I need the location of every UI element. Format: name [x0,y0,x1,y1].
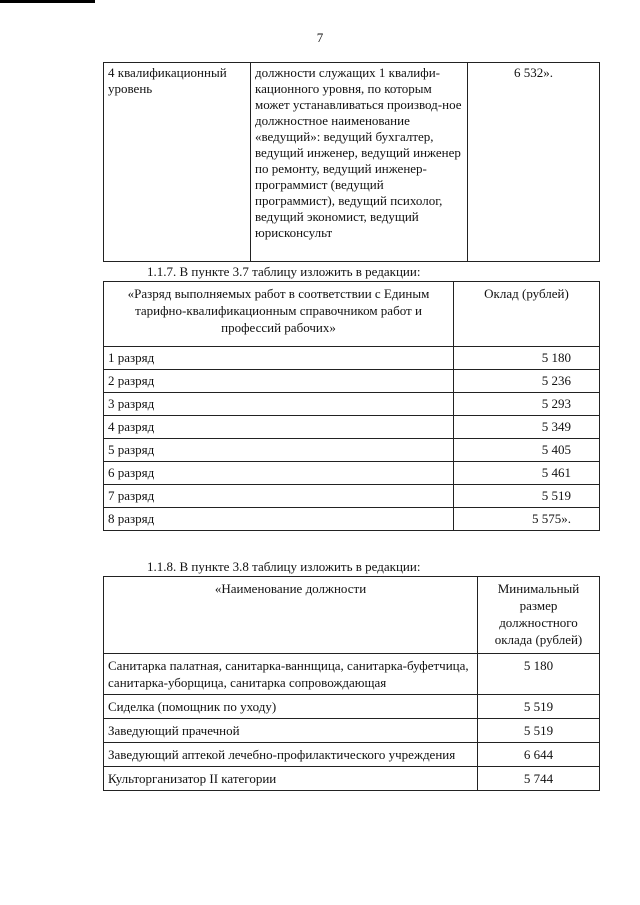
position-cell: Заведующий прачечной [104,719,478,743]
salary-cell: 5 575». [454,508,600,531]
salary-cell: 5 180 [478,654,600,695]
salary-cell: 5 519 [478,719,600,743]
salary-cell: 5 519 [478,695,600,719]
table-row [104,416,600,439]
table-header-row [104,282,600,347]
table-row [104,63,600,262]
salary-cell: 5 461 [454,462,600,485]
page-number: 7 [316,30,324,45]
salary-cell: 5 744 [478,767,600,791]
positions-cell: должности служащих 1 квалифи-кационного уровня, по которым может устанавливаться производ-ное должностное наименование «ведущий»: ведущий бухгалтер, ведущий инженер, ведущий инженер по ремонту, ведущий инженер-программист (ведущий программист), ведущий психолог, ведущий экономист, ведущий юрисконсульт [251,63,468,262]
salary-cell: 5 236 [454,370,600,393]
position-cell: Санитарка палатная, санитарка-ваннщица, санитарка-буфетчица, санитарка-уборщица, санитарка сопровождающая [104,654,478,695]
table-header-row [104,577,600,654]
position-cell: Сиделка (помощник по уходу) [104,695,478,719]
table-row [104,347,600,370]
grade-cell: 2 разряд [104,370,454,393]
salary-cell: 5 293 [454,393,600,416]
qualification-table-fragment [103,62,600,262]
qualification-level-cell: 4 квалификационный уровень [104,63,251,262]
table-row [104,393,600,416]
grade-cell: 1 разряд [104,347,454,370]
position-cell: Культорганизатор II категории [104,767,478,791]
salary-cell: 5 519 [454,485,600,508]
table-row [104,719,600,743]
position-header: «Наименование должности [104,577,478,654]
clause-1-1-7: 1.1.7. В пункте 3.7 таблицу изложить в редакции: [147,264,421,279]
grade-header: «Разряд выполняемых работ в соответствии с Единым тарифно-квалификационным справочником работ и профессий рабочих» [104,282,454,347]
grade-cell: 8 разряд [104,508,454,531]
table-row [104,439,600,462]
position-cell: Заведующий аптекой лечебно-профилактического учреждения [104,743,478,767]
min-salary-header: Минимальный размер должностного оклада (рублей) [478,577,600,654]
salary-cell: 6 644 [478,743,600,767]
grade-cell: 6 разряд [104,462,454,485]
table-row [104,695,600,719]
salary-cell: 5 349 [454,416,600,439]
scan-corner-mark [0,0,95,3]
positions-salary-table [103,576,600,791]
grade-cell: 7 разряд [104,485,454,508]
salary-cell: 5 405 [454,439,600,462]
grade-cell: 3 разряд [104,393,454,416]
table-row [104,767,600,791]
worker-grades-table [103,281,600,531]
table-row [104,508,600,531]
grade-cell: 4 разряд [104,416,454,439]
salary-cell: 6 532». [468,63,600,262]
salary-header: Оклад (рублей) [454,282,600,347]
table-row [104,462,600,485]
table-row [104,370,600,393]
grade-cell: 5 разряд [104,439,454,462]
table-row [104,654,600,695]
salary-cell: 5 180 [454,347,600,370]
table-row [104,743,600,767]
clause-1-1-8: 1.1.8. В пункте 3.8 таблицу изложить в редакции: [147,559,421,574]
table-row [104,485,600,508]
